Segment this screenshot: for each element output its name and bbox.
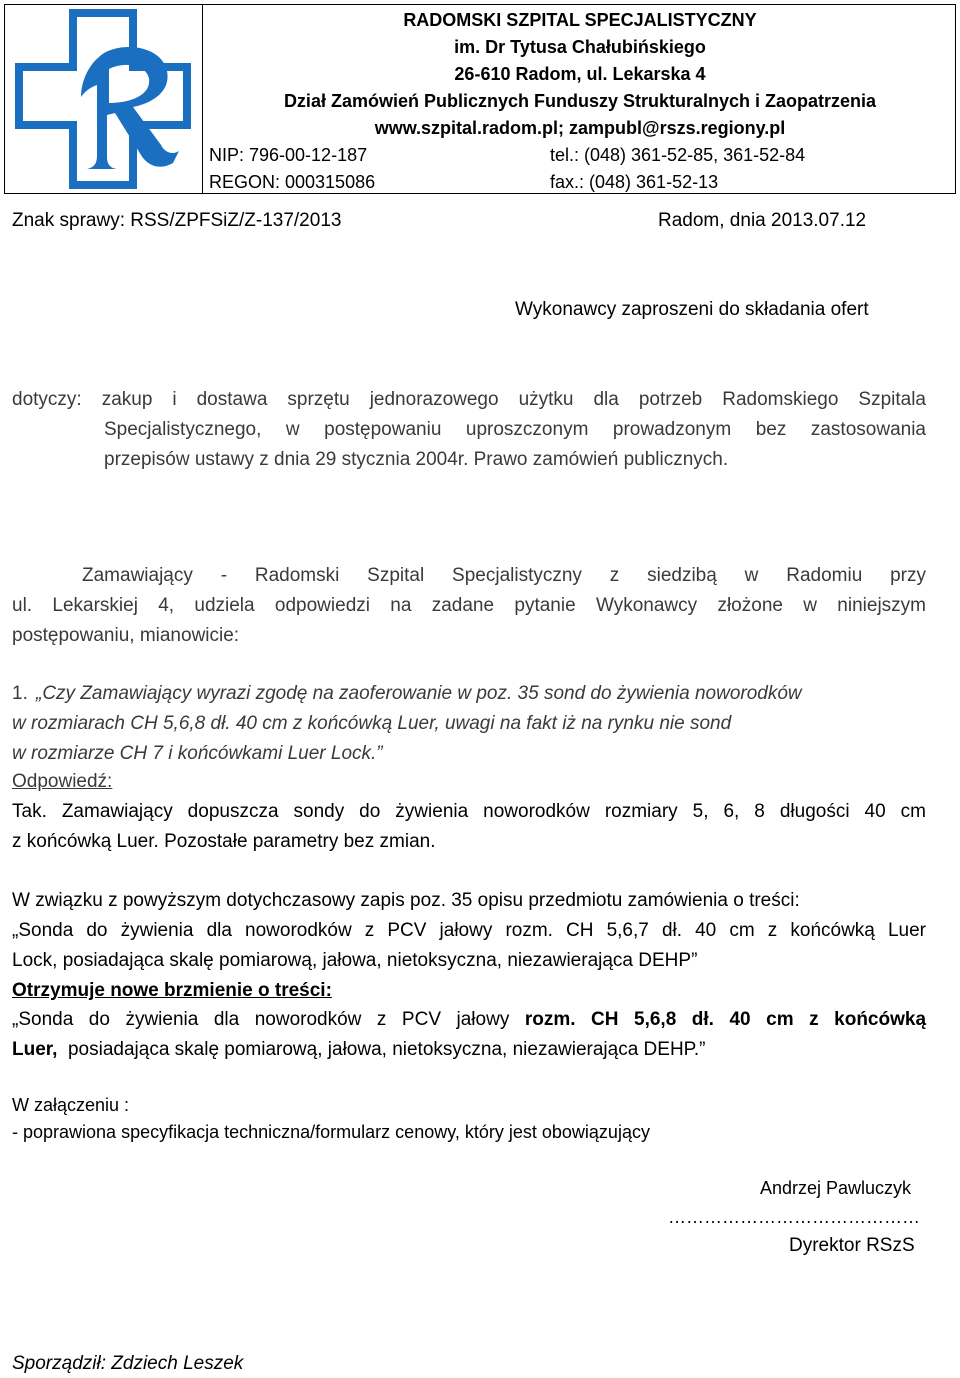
hospital-web: www.szpital.radom.pl; zampubl@rszs.regiony.pl (374, 118, 786, 138)
department-name: Dział Zamówień Publicznych Funduszy Strukturalnych i Zaopatrzenia (283, 91, 877, 111)
hospital-logo-icon (11, 5, 196, 193)
new-wording-line-2-plain: posiadająca skalę pomiarową, jałowa, nietoksyczna, niezawierająca DEHP.” (67, 1039, 706, 1060)
question-number: 1. (12, 683, 28, 704)
new-wording-line-2 (12, 1039, 706, 1061)
subject-line-3: przepisów ustawy z dnia 29 stycznia 2004r. Prawo zamówień publicznych. (104, 449, 729, 470)
hospital-patron: im. Dr Tytusa Chałubińskiego (454, 37, 706, 57)
hospital-address: 26-610 Radom, ul. Lekarska 4 (454, 64, 706, 84)
prepared-by: Sporządził: Zdziech Leszek (12, 1353, 244, 1374)
new-wording-line-1-bold: rozm. CH 5,6,8 dł. 40 cm z końcówką (524, 1009, 927, 1030)
signatory-title: Dyrektor RSzS (789, 1235, 915, 1256)
phone-numbers: tel.: (048) 361-52-85, 361-52-84 (550, 145, 806, 165)
answer-line-1: Tak. Zamawiający dopuszcza sondy do żywienia noworodków rozmiary 5, 6, 8 długości 40 cm (12, 801, 926, 822)
question-line-1: „Czy Zamawiający wyrazi zgodę na zaoferowanie w poz. 35 sond do żywienia noworodków (36, 683, 802, 704)
new-wording-heading: Otrzymuje nowe brzmienie o treści: (12, 980, 332, 1001)
logo-cell (5, 5, 203, 193)
attachments-label: W załączeniu : (12, 1095, 130, 1115)
subject-line-2: Specjalistycznego, w postępowaniu uproszczonym prowadzonym bez zastosowania (104, 419, 926, 440)
nip-number: NIP: 796-00-12-187 (209, 145, 368, 165)
new-wording-line-1 (12, 1009, 926, 1031)
answer-line-2: z końcówką Luer. Pozostałe parametry bez zmian. (12, 831, 436, 852)
addressee: Wykonawcy zaproszeni do składania ofert (515, 299, 869, 320)
letterhead (4, 4, 956, 194)
attachment-item: - poprawiona specyfikacja techniczna/formularz cenowy, który jest obowiązujący (12, 1122, 650, 1142)
question-line-2: w rozmiarach CH 5,6,8 dł. 40 cm z końcówką Luer, uwagi na fakt iż na rynku nie sond (12, 713, 732, 734)
old-wording-line-2: Lock, posiadająca skalę pomiarową, jałowa, nietoksyczna, niezawierająca DEHP” (12, 950, 698, 971)
old-wording-line-1: „Sonda do żywienia dla noworodków z PCV jałowy rozm. CH 5,6,7 dł. 40 cm z końcówką Luer (12, 920, 926, 941)
signature-dots: …………………………………… (668, 1207, 920, 1227)
hospital-name: RADOMSKI SZPITAL SPECJALISTYCZNY (403, 10, 757, 30)
answer-label: Odpowiedź: (12, 771, 113, 792)
letter-date: Radom, dnia 2013.07.12 (658, 210, 867, 231)
intro-line-3: postępowaniu, mianowicie: (12, 625, 240, 646)
intro-line-1: Zamawiający - Radomski Szpital Specjalistyczny z siedzibą w Radomiu przy (82, 565, 926, 586)
new-wording-line-1-plain: „Sonda do żywienia dla noworodków z PCV jałowy (12, 1009, 510, 1030)
fax-number: fax.: (048) 361-52-13 (550, 172, 719, 192)
subject-line-1: dotyczy: zakup i dostawa sprzętu jednorazowego użytku dla potrzeb Radomskiego Szpitala (12, 389, 926, 410)
regon-number: REGON: 000315086 (209, 172, 376, 192)
intro-line-2: ul. Lekarskiej 4, udziela odpowiedzi na zadane pytanie Wykonawcy złożone w niniejszym (12, 595, 926, 616)
question-line-3: w rozmiarze CH 7 i końcówkami Luer Lock.” (12, 743, 383, 764)
change-intro: W związku z powyższym dotychczasowy zapis poz. 35 opisu przedmiotu zamówienia o treści: (12, 890, 800, 911)
case-reference: Znak sprawy: RSS/ZPFSiZ/Z-137/2013 (12, 210, 342, 231)
signatory-name: Andrzej Pawluczyk (760, 1178, 912, 1198)
new-wording-line-2-bold: Luer, (12, 1039, 58, 1060)
